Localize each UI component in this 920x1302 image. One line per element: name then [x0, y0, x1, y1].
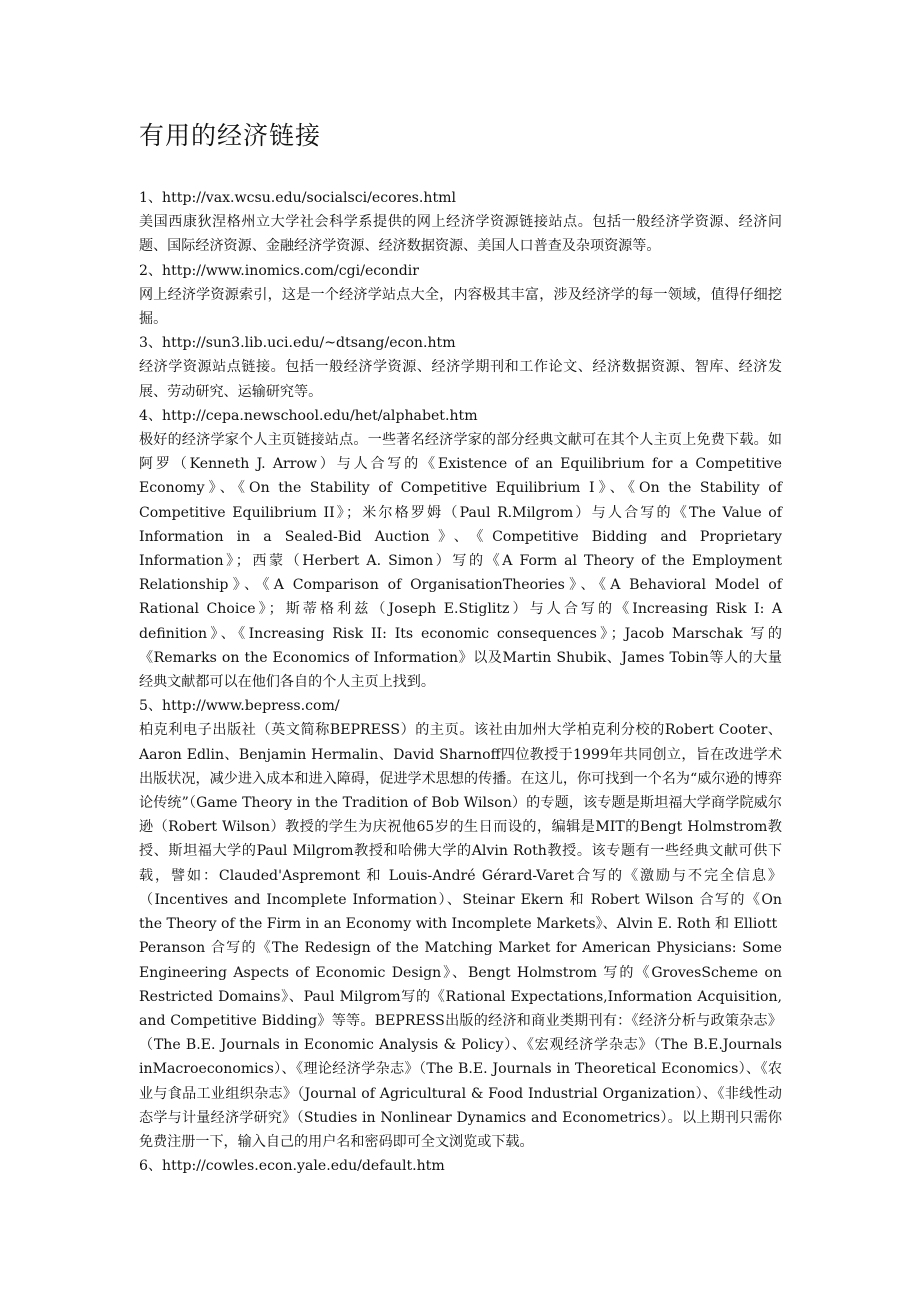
- entry-description: 美国西康狄涅格州立大学社会科学系提供的网上经济学资源链接站点。包括一般经济学资源、经济问题、国际经济资源、金融经济学资源、经济数据资源、美国人口普查及杂项资源等。: [139, 214, 782, 255]
- entry-description: 经济学资源站点链接。包括一般经济学资源、经济学期刊和工作论文、经济数据资源、智库、经济发展、劳动研究、运输研究等。: [139, 359, 782, 400]
- link-entry: [139, 404, 782, 694]
- link-entry: [139, 694, 782, 1154]
- entry-description-continued: Peranson 合写的《The Redesign of the Matching Market for American Physicians: Some Engineering Aspects of Economic Design》、Bengt Holmstrom 写的《GrovesScheme on Restricted Domains》、Paul Milgrom写的《Rational Expectations,Information Acquisition, and Competitive Bidding》等等。BEPRESS出版的经济和商业类期刊有：《经济分析与政策杂志》（The B.E. Journals in Economic Analysis & Policy）、《宏观经济学杂志》（The B.E.Journals inMacroeconomics）、《理论经济学杂志》（The B.E. Journals in Theoretical Economics）、《农业与食品工业组织杂志》（Journal of Agricultural & Food Industrial Organization）、《非线性动态学与计量经济学研究》（Studies in Nonlinear Dynamics and Econometrics）。以上期刊只需你免费注册一下，输入自己的用户名和密码即可全文浏览或下载。: [139, 940, 782, 1150]
- entry-url[interactable]: 6、http://cowles.econ.yale.edu/default.htm: [139, 1158, 445, 1175]
- entry-url[interactable]: 4、http://cepa.newschool.edu/het/alphabet.htm: [139, 407, 478, 424]
- link-entry: [139, 331, 782, 404]
- entry-url[interactable]: 2、http://www.inomics.com/cgi/econdir: [139, 262, 420, 279]
- link-entry: [139, 259, 782, 332]
- entry-description: 极好的经济学家个人主页链接站点。一些著名经济学家的部分经典文献可在其个人主页上免费下载。如阿罗（Kenneth J. Arrow）与人合写的《Existence of an Equilibrium for a Competitive Economy》、《On the Stability of Competitive Equilibrium I》、《On the Stability of Competitive Equilibrium II》；米尔格罗姆（Paul R.Milgrom）与人合写的《The Value of Information in a Sealed-Bid Auction》、《Competitive Bidding and Proprietary Information》；西蒙（Herbert A. Simon）写的《A Form al Theory of the Employment Relationship》、《A Comparison of OrganisationTheories》、《A Behavioral Model of Rational Choice》；斯蒂格利兹（Joseph E.Stiglitz）与人合写的《Increasing Risk I: A definition》、《Increasing Risk II: Its economic consequences》；Jacob Marschak 写的《Remarks on the Economics of Information》以及Martin Shubik、James Tobin等人的大量经典文献都可以在他们各自的个人主页上找到。: [139, 432, 782, 691]
- entry-url[interactable]: 3、http://sun3.lib.uci.edu/~dtsang/econ.htm: [139, 335, 456, 352]
- document-page: [139, 112, 782, 1178]
- link-list: [139, 186, 782, 1178]
- link-entry: [139, 1154, 782, 1178]
- document-title: 有用的经济链接: [139, 121, 322, 150]
- entry-url[interactable]: 1、http://vax.wcsu.edu/socialsci/ecores.html: [139, 190, 456, 206]
- entry-url[interactable]: 5、http://www.bepress.com/: [139, 698, 340, 715]
- entry-description: 网上经济学资源索引，这是一个经济学站点大全，内容极其丰富，涉及经济学的每一领域，值得仔细挖掘。: [139, 286, 782, 328]
- entry-description: 柏克利电子出版社（英文简称BEPRESS）的主页。该社由加州大学柏克利分校的Robert Cooter、Aaron Edlin、Benjamin Hermalin、David Sharnoff四位教授于1999年共同创立，旨在改进学术出版状况，减少进入成本和进入障碍，促进学术思想的传播。在这儿，你可找到一个名为“威尔逊的博弈论传统”（Game Theory in the Tradition of Bob Wilson）的专题，该专题是斯坦福大学商学院威尔逊（Robert Wilson）教授的学生为庆祝他65岁的生日而设的，编辑是MIT的Bengt Holmstrom教授、斯坦福大学的Paul Milgrom教授和哈佛大学的Alvin Roth教授。该专题有一些经典文献可供下载，譬如：Clauded'Aspremont 和 Louis-André Gérard-Varet合写的《激励与不完全信息》（Incentives and Incomplete Information）、Steinar Ekern 和 Robert Wilson 合写的《On the Theory of the Firm in an Economy with Incomplete Markets》、Alvin E. Roth 和 Elliott: [139, 722, 782, 933]
- link-entry: [139, 186, 782, 259]
